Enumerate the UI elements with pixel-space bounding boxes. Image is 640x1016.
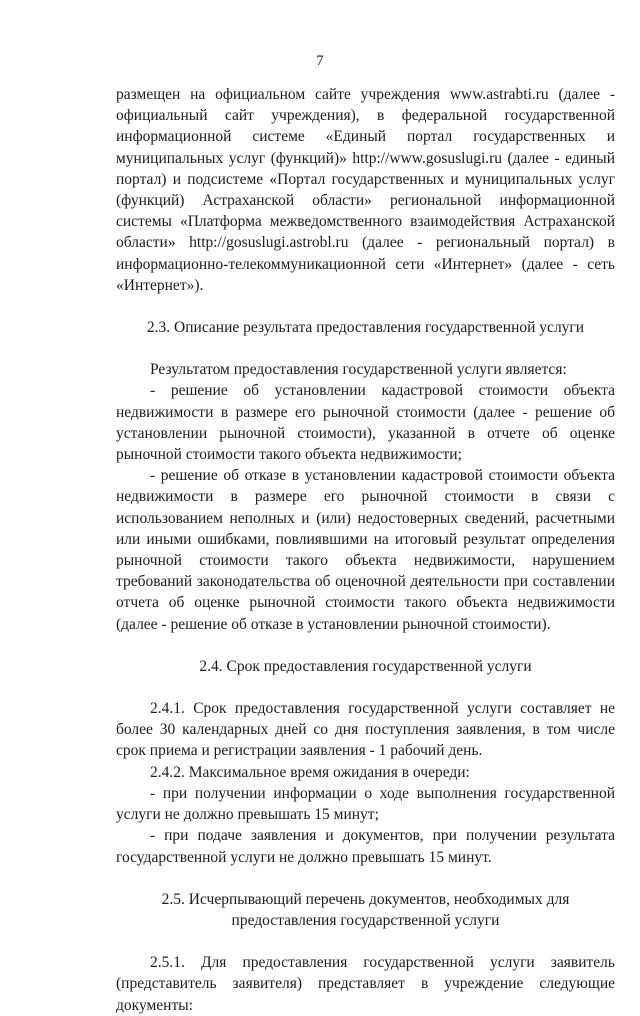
section-2-3-heading: 2.3. Описание результата предоставления государственной услуги bbox=[146, 319, 585, 337]
section-2-3-lead: Результатом предоставления государственной услуги является: bbox=[150, 361, 567, 379]
page-number: 7 bbox=[316, 53, 324, 69]
paragraph-2-4-1: 2.4.1. Срок предоставления государственной услуги составляет не более 30 календарных дней со дня поступления заявления, в том числе срок приема и регистрации заявления - 1 рабочий день. bbox=[116, 700, 615, 760]
paragraph-2-4-2: 2.4.2. Максимальное время ожидания в очереди: bbox=[150, 763, 470, 781]
document-body bbox=[116, 84, 615, 1016]
section-2-5-heading-line-2: предоставления государственной услуги bbox=[231, 911, 500, 929]
section-2-5-heading bbox=[116, 889, 615, 931]
section-2-3-item-2: - решение об отказе в установлении кадастровой стоимости объекта недвижимости в размере его рыночной стоимости в связи с использованием неполных и (или) недостоверных сведений, расчетными или иными ошибками, повлиявшими на итоговый результат определения рыночной стоимости такого объекта недвижимости, нарушением требований законодательства об оценочной деятельности при составлении отчета об оценке рыночной стоимости такого объекта недвижимости (далее - решение об отказе в установлении рыночной стоимости). bbox=[116, 467, 615, 633]
paragraph-2-5-1: 2.5.1. Для предоставления государственной услуги заявитель (представитель заявителя) представляет в учреждение следующие документы: bbox=[116, 954, 615, 1014]
section-2-4-heading: 2.4. Срок предоставления государственной услуги bbox=[199, 657, 532, 675]
intro-paragraph: размещен на официальном сайте учреждения www.astrabti.ru (далее - официальный сайт учреждения), в федеральной государственной информационной системе «Единый портал государственных и муниципальных услуг (функций)» http://www.gosuslugi.ru (далее - единый портал) и подсистеме «Портал государственных и муниципальных услуг (функций) Астраханской области» региональной информационной системы «Платформа межведомственного взаимодействия Астраханской области» http://gosuslugi.astrobl.ru (далее - региональный портал) в информационно-телекоммуникационной сети «Интернет» (далее - сеть «Интернет»). bbox=[116, 86, 615, 294]
section-2-4-item-2: - при подаче заявления и документов, при получении результата государственной услуги не должно превышать 15 минут. bbox=[116, 827, 615, 866]
section-2-3-item-1: - решение об установлении кадастровой стоимости объекта недвижимости в размере его рыночной стоимости (далее - решение об установлении рыночной стоимости), указанной в отчете об оценке рыночной стоимости такого объекта недвижимости; bbox=[116, 382, 615, 464]
section-2-4-item-1: - при получении информации о ходе выполнения государственной услуги не должно превышать 15 минут; bbox=[116, 784, 615, 824]
section-2-5-heading-line-1: 2.5. Исчерпывающий перечень документов, необходимых для bbox=[161, 890, 570, 908]
